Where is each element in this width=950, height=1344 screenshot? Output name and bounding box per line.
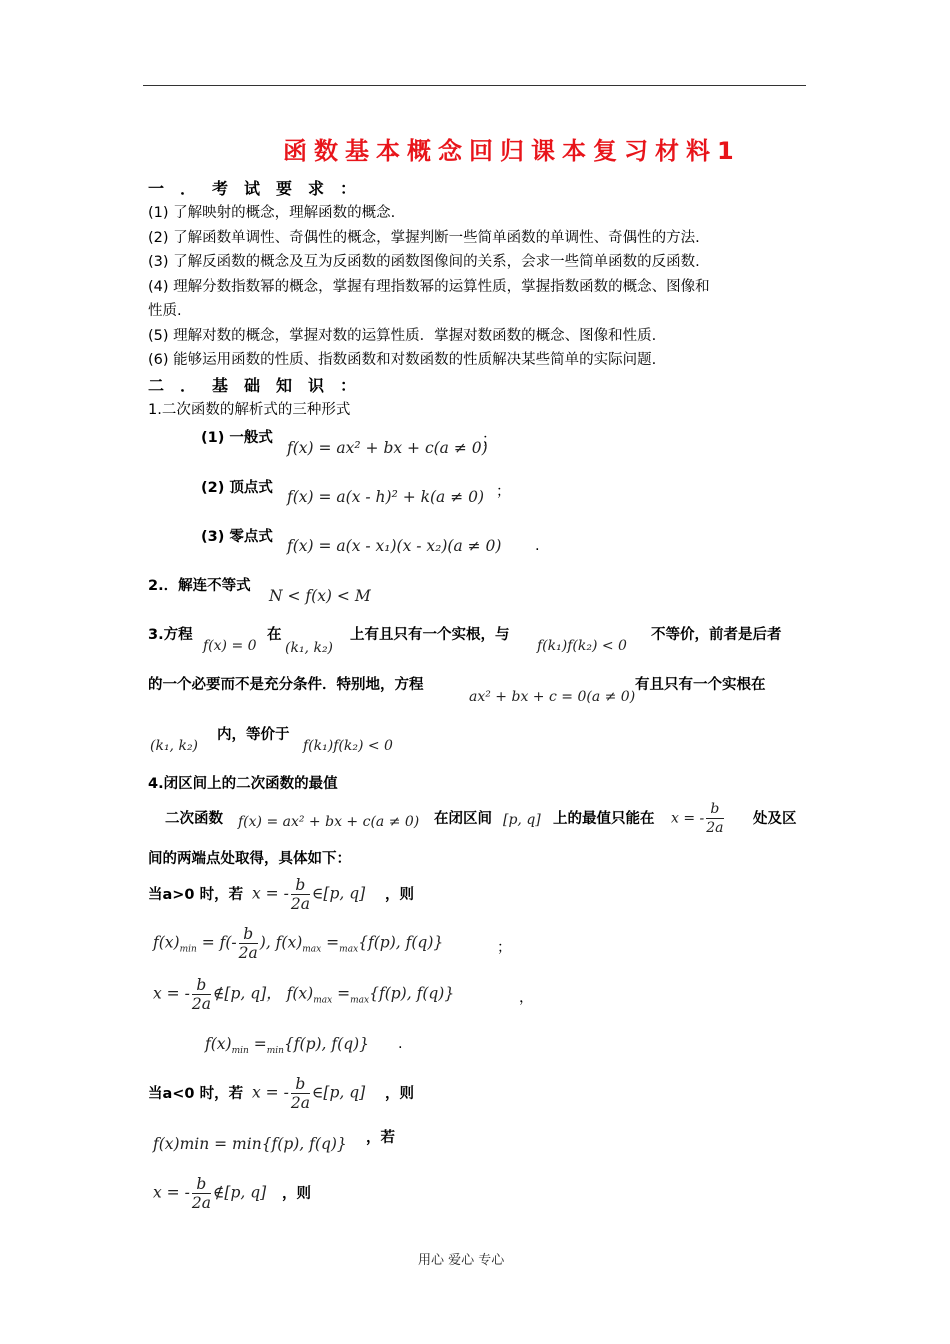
requirement-5: (5) 理解对数的概念，掌握对数的运算性质．掌握对数函数的概念、图像和性质. [148, 328, 657, 344]
topic-1-title: 1.二次函数的解析式的三种形式 [148, 402, 351, 418]
requirement-3: (3) 了解反函数的概念及互为反函数的函数图像间的关系，会求一些简单函数的反函数. [148, 254, 700, 270]
topic-2-label: 2.．解连不等式 [148, 578, 251, 594]
section-heading-requirements: 一．考试要求： [148, 179, 373, 198]
form-general-end: ； [482, 432, 497, 448]
topic-3-f2: (k₁, k₂) [285, 640, 334, 656]
case2-condition-2: x = - $\frac{b}{2a}$ ∉[p, q] [153, 1175, 267, 1212]
form-vertex-label: (2) 顶点式 [201, 480, 273, 496]
topic-3-b: 在 [267, 627, 282, 643]
requirement-6: (6) 能够运用函数的性质、指数函数和对数函数的性质解决某些简单的实际问题. [148, 352, 657, 368]
topic-4-d: 处及区 [753, 811, 797, 827]
case2-condition: x = - $\frac{b}{2a}$ ∈[p, q] [252, 1075, 366, 1112]
form-general-label: (1) 一般式 [201, 430, 273, 446]
topic-3-f3: f(k₁)f(k₂) < 0 [537, 638, 627, 654]
topic-3-d: 不等价，前者是后者 [651, 627, 782, 643]
page-title: 函数基本概念回归课本复习材料1 [283, 137, 741, 165]
case2-then-2: ，则 [282, 1186, 311, 1202]
topic-3-f6: f(k₁)f(k₂) < 0 [303, 738, 393, 754]
topic-4-line2: 间的两端点处取得，具体如下： [148, 851, 351, 867]
topic-4-f1: f(x) = ax² + bx + c(a ≠ 0) [238, 814, 420, 830]
case1-end-2: ， [519, 990, 534, 1006]
requirement-4: (4) 理解分数指数幂的概念，掌握有理指数幂的运算性质，掌握指数函数的概念、图像和 [148, 279, 710, 295]
section-heading-basics: 二．基础知识： [148, 376, 373, 395]
case1-formula-3: $f(x)_{min} =_{min}\{f(p)$, f(q)} [205, 1035, 370, 1057]
topic-3-e: 有且只有一个实根在 [635, 677, 766, 693]
case1-end-1: ； [497, 940, 512, 956]
case1-then: ，则 [385, 887, 414, 903]
case2-if: ，若 [366, 1130, 395, 1146]
header-rule [143, 85, 806, 86]
form-vertex-end: ； [496, 484, 511, 500]
form-general-formula: f(x) = ax² + bx + c(a ≠ 0) [287, 439, 488, 457]
case1-condition: x = - $\frac{b}{2a}$ ∈[p, q] [252, 876, 366, 913]
topic-2-formula: N < f(x) < M [269, 587, 371, 605]
topic-4-title: 4.闭区间上的二次函数的最值 [148, 776, 338, 792]
form-zero-label: (3) 零点式 [201, 529, 273, 545]
case1-end-3: . [398, 1036, 403, 1052]
case2-then: ，则 [385, 1086, 414, 1102]
requirement-2: (2) 了解函数单调性、奇偶性的概念，掌握判断一些简单函数的单调性、奇偶性的方法. [148, 230, 700, 246]
case2-intro: 当a<0 时，若 [148, 1086, 244, 1102]
topic-3-c: 上有且只有一个实根，与 [350, 627, 510, 643]
page-footer: 用心 爱心 专心 [418, 1253, 505, 1268]
topic-3-f: 内，等价于 [217, 727, 290, 743]
topic-3-line2: 的一个必要而不是充分条件．特别地，方程 [148, 677, 424, 693]
topic-3-f4: ax² + bx + c = 0(a ≠ 0) [469, 689, 636, 705]
requirement-1: (1) 了解映射的概念，理解函数的概念. [148, 205, 396, 221]
topic-3-f5: (k₁, k₂) [150, 738, 199, 754]
topic-4-a: 二次函数 [165, 811, 223, 827]
topic-4-f3: x = - $\frac{b}{2a}$ [671, 801, 724, 836]
form-zero-formula: f(x) = a(x - x₁)(x - x₂)(a ≠ 0) [287, 537, 502, 555]
topic-4-c: 上的最值只能在 [553, 811, 655, 827]
topic-4-b: 在闭区间 [434, 811, 492, 827]
topic-3-f1: f(x) = 0 [203, 638, 257, 654]
topic-3-a: 3.方程 [148, 627, 193, 643]
case2-formula-1: f(x)min = min{f(p), f(q)} [153, 1135, 347, 1153]
topic-4-f2: [p, q] [503, 812, 541, 828]
case1-formula-2: x = - $\frac{b}{2a}$ ∉[p, q]， $f(x)_{max} =_{max}\{f(p)$, f(q)} [153, 976, 455, 1013]
requirement-4-cont: 性质. [148, 303, 182, 319]
case1-formula-1: $f(x)_{min} = f(-$ $\frac{b}{2a}$ ), $f(x)_{max} =_{max}\{f(p)$, f(q)} [153, 925, 444, 962]
form-vertex-formula: f(x) = a(x - h)² + k(a ≠ 0) [287, 488, 485, 506]
form-zero-end: . [535, 538, 540, 554]
case1-intro: 当a>0 时，若 [148, 887, 244, 903]
